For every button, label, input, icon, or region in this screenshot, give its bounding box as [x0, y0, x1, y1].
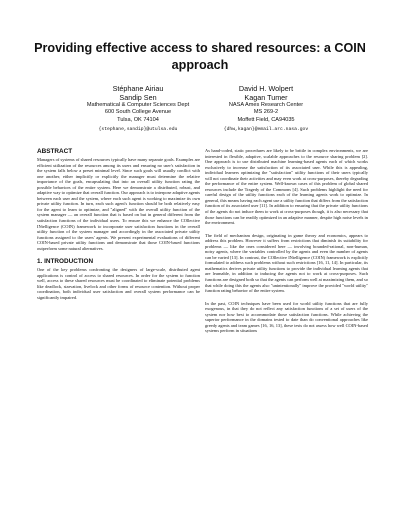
author-affiliation: Mathematical & Computer Sciences Dept	[86, 102, 190, 108]
introduction-heading: 1. INTRODUCTION	[37, 258, 94, 266]
author-name: David H. Wolpert	[238, 84, 294, 93]
author-name: Sandip Sen	[119, 93, 157, 102]
author-name: Kagan Tumer	[244, 93, 288, 102]
author-email: {stephane,sandip}@utulsa.edu	[98, 127, 178, 133]
author-block-2	[196, 84, 336, 134]
left-column	[37, 148, 200, 301]
author-address: Moffett Field, CA94035	[237, 116, 295, 123]
abstract-heading: ABSTRACT	[37, 148, 73, 155]
author-address: 600 South College Avenue	[104, 109, 172, 116]
author-affiliation: NASA Ames Research Center	[228, 102, 304, 108]
body-paragraph: In the past, COIN techniques have been used for world utility functions that are fully exogenous, in that they do not reflect any satisfaction functions of a set of users of the system nor how best to accommodate those satisfaction functions. While achieving the superior performance in the domains tested to date than do conventional approaches like greedy agents and team games [16, 16, 13], these tests do not assess how well COIN-based systems perform in situations	[205, 300, 368, 334]
right-column	[205, 148, 368, 334]
body-paragraph: As hand-coded, static procedures are likely to be brittle in complex environments, we are interested in flexible, adaptive, scalable approaches to the resource sharing problem [2]. One approach is to use distributed machine learning-based agents each of which works exclusively to increase the satisfaction of its associated user. While this is appealing, individual learners optimizing the "satisfaction" utility functions of their users typically will not coordinate their activities and may even work at cross-purposes, thereby degrading the performance of the entire system. Well-known cases of this problem of global shared resources include the Tragedy of the Commons [4]. Such problems highlight the need for careful design of the utility functions each of the learning agents work to optimize. In general, this means having each agent use a utility function that differs from the satisfaction function of its associated user [11]. In addition to ensuring that the private utility functions of the agents do not induce them to work at cross-purposes though, it is also necessary that those functions can be readily optimized in an adaptive manner, despite high noise levels in the environment.	[205, 148, 368, 226]
author-block-1	[68, 84, 208, 134]
introduction-text: One of the key problems confronting the designers of large-scale, distributed agent applications is control of access to shared resources. In order for the system to function well, access to these shared resources must be coordinated to eliminate potential problems like deadlock, starvation, livelock and other forms of resource contention. Without proper coordination, both individual user satisfaction and overall system performance can be significantly impaired.	[37, 267, 200, 301]
author-address: MS 269-2	[253, 109, 279, 116]
paper-title: Providing effective access to shared resources: a COIN approach	[34, 41, 366, 72]
author-email: {dhw,kagan}@email.arc.nasa.gov	[223, 127, 309, 133]
abstract-text: Managers of systems of shared resources typically have many separate goals. Examples are efficient utilization of the resources among its users and ensuring no user's satisfaction in the system falls below a preset minimal level. Since such goals will usually conflict with one another, either implicitly or explicitly the manager must determine the relative importance of the goals, encapsulating that into an overall utility function rating the possible behaviors of the entire system. Here we demonstrate a distributed, robust, and adaptive way to optimize that overall function. Our approach is to interpose adaptive agents between each user and the system, where each such agent is working to maximize its own private utility function. In turn, each such agent's function should be both relatively easy for the agent to learn to optimize, and "aligned" with the overall utility function of the system manager — an overall function that is based on but in general different from the satisfaction functions of the individual users. To ensure this we enhance the COllective INtelligence (COIN) framework to incorporate user satisfaction functions in the overall utility function of the system manager and accordingly in the associated private utility functions assigned to the users' agents. We present experimental evaluations of different COIN-based private utility functions and demonstrate that those COIN-based functions outperform some natural alternatives.	[37, 157, 200, 251]
body-paragraph: The field of mechanism design, originating in game theory and economics, appears to address this problem. However it suffers from restrictions that diminish its suitability for problems — like the ones considered here — involving bounded-rational, non-human, noisy agents, where the variables controlled by the agents and even the number of agents can be varied [13]. In contrast, the COllective INtelligence (COIN) framework is explicitly formulated to address such problems without such restrictions [16, 11, 14]. In particular, its mathematics derives private utility functions to provide the individual learning agents that are learnable, in addition to inducing the agents not to work at cross-purposes. Such functions are designed both so that the agents can perform well at maximizing them, and so that while doing this the agents also "unintentionally" improve the provided "world utility" function rating behavior of the entire system.	[205, 232, 368, 294]
author-address: Tulsa, OK 74104	[117, 116, 159, 123]
author-name: Stéphane Airiau	[112, 84, 164, 93]
